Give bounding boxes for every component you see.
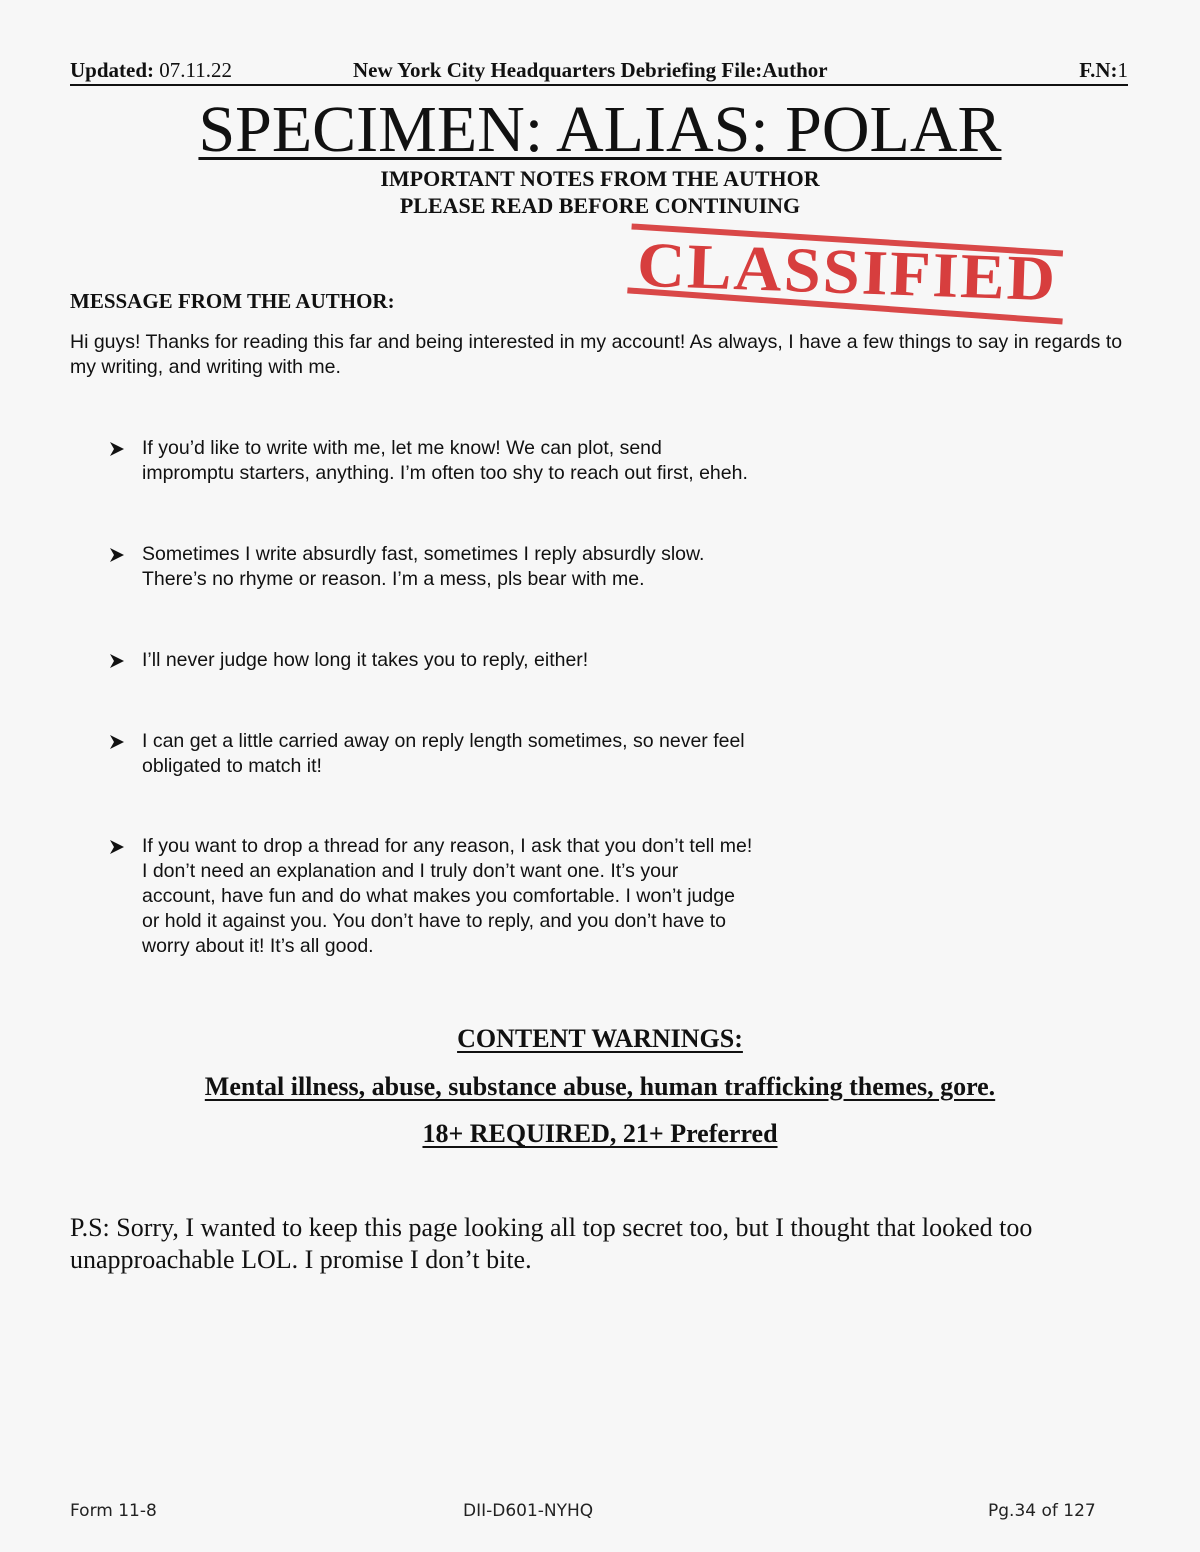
bullet-3-line-1: I’ll never judge how long it takes you to reply, either!: [142, 649, 589, 671]
message-heading: MESSAGE FROM THE AUTHOR:: [70, 289, 395, 313]
footer-code: DII-D601-NYHQ: [463, 1501, 594, 1521]
arrow-right-icon: [106, 542, 130, 567]
bullet-5-line-3: account, have fun and do what makes you comfortable. I won’t judge: [142, 885, 735, 907]
content-warnings-list-wrap: [0, 1071, 1200, 1103]
content-warnings-list: Mental illness, abuse, substance abuse, human trafficking themes, gore.: [204, 1072, 996, 1101]
subtitle-line-1: IMPORTANT NOTES FROM THE AUTHOR: [380, 166, 820, 191]
classified-stamp: [622, 222, 1072, 330]
arrow-right-icon: [106, 729, 130, 754]
svg-text:CLASSIFIED: CLASSIFIED: [636, 228, 1043, 314]
file-number: [1079, 58, 1128, 82]
file-number-value: 1: [1117, 58, 1128, 82]
file-number-label: F.N:: [1079, 58, 1118, 82]
bullet-1-line-1: If you’d like to write with me, let me know! We can plot, send: [142, 437, 662, 459]
bullet-2-line-1: Sometimes I write absurdly fast, sometimes I reply absurdly slow.: [142, 543, 705, 565]
content-warnings-heading-wrap: [0, 1023, 1200, 1055]
bullet-5-line-5: worry about it! It’s all good.: [142, 935, 374, 957]
bullet-5-line-1: If you want to drop a thread for any reason, I ask that you don’t tell me!: [142, 835, 753, 857]
page-title: SPECIMEN: ALIAS: POLAR: [198, 93, 1002, 166]
document-header: [70, 58, 1128, 86]
arrow-right-icon: [106, 436, 130, 461]
footer-form: Form 11-8: [70, 1501, 157, 1521]
bullet-5-line-2: I don’t need an explanation and I truly don’t want one. It’s your: [142, 860, 679, 882]
updated-label: Updated:: [70, 58, 155, 82]
age-requirement: 18+ REQUIRED, 21+ Preferred: [422, 1119, 778, 1148]
postscript: P.S: Sorry, I wanted to keep this page looking all top secret too, but I thought that looked too unapproachable LOL. I promise I don’t bite.: [70, 1213, 1033, 1274]
footer-page-number: Pg.34 of 127: [988, 1501, 1096, 1521]
message-intro: Hi guys! Thanks for reading this far and being interested in my account! As always, I have a few things to say in regards to my writing, and writing with me.: [70, 331, 1123, 378]
age-requirement-wrap: [0, 1118, 1200, 1150]
bullet-5-line-4: or hold it against you. You don’t have to reply, and you don’t have to: [142, 910, 726, 932]
updated-value: 07.11.22: [154, 58, 232, 82]
bullet-1-line-2: impromptu starters, anything. I’m often too shy to reach out first, eheh.: [142, 462, 748, 484]
arrow-right-icon: [106, 648, 130, 673]
bullet-4-line-2: obligated to match it!: [142, 755, 322, 777]
bullet-2-line-2: There’s no rhyme or reason. I’m a mess, pls bear with me.: [142, 568, 645, 590]
arrow-right-icon: [106, 834, 130, 859]
content-warnings-heading: CONTENT WARNINGS:: [457, 1024, 743, 1053]
bullet-4-line-1: I can get a little carried away on reply length sometimes, so never feel: [142, 730, 745, 752]
file-title: New York City Headquarters Debriefing File:Author: [353, 58, 828, 82]
subtitle-line-2: PLEASE READ BEFORE CONTINUING: [399, 193, 801, 218]
updated-date: [70, 58, 232, 82]
page-title-wrap: [0, 92, 1200, 168]
